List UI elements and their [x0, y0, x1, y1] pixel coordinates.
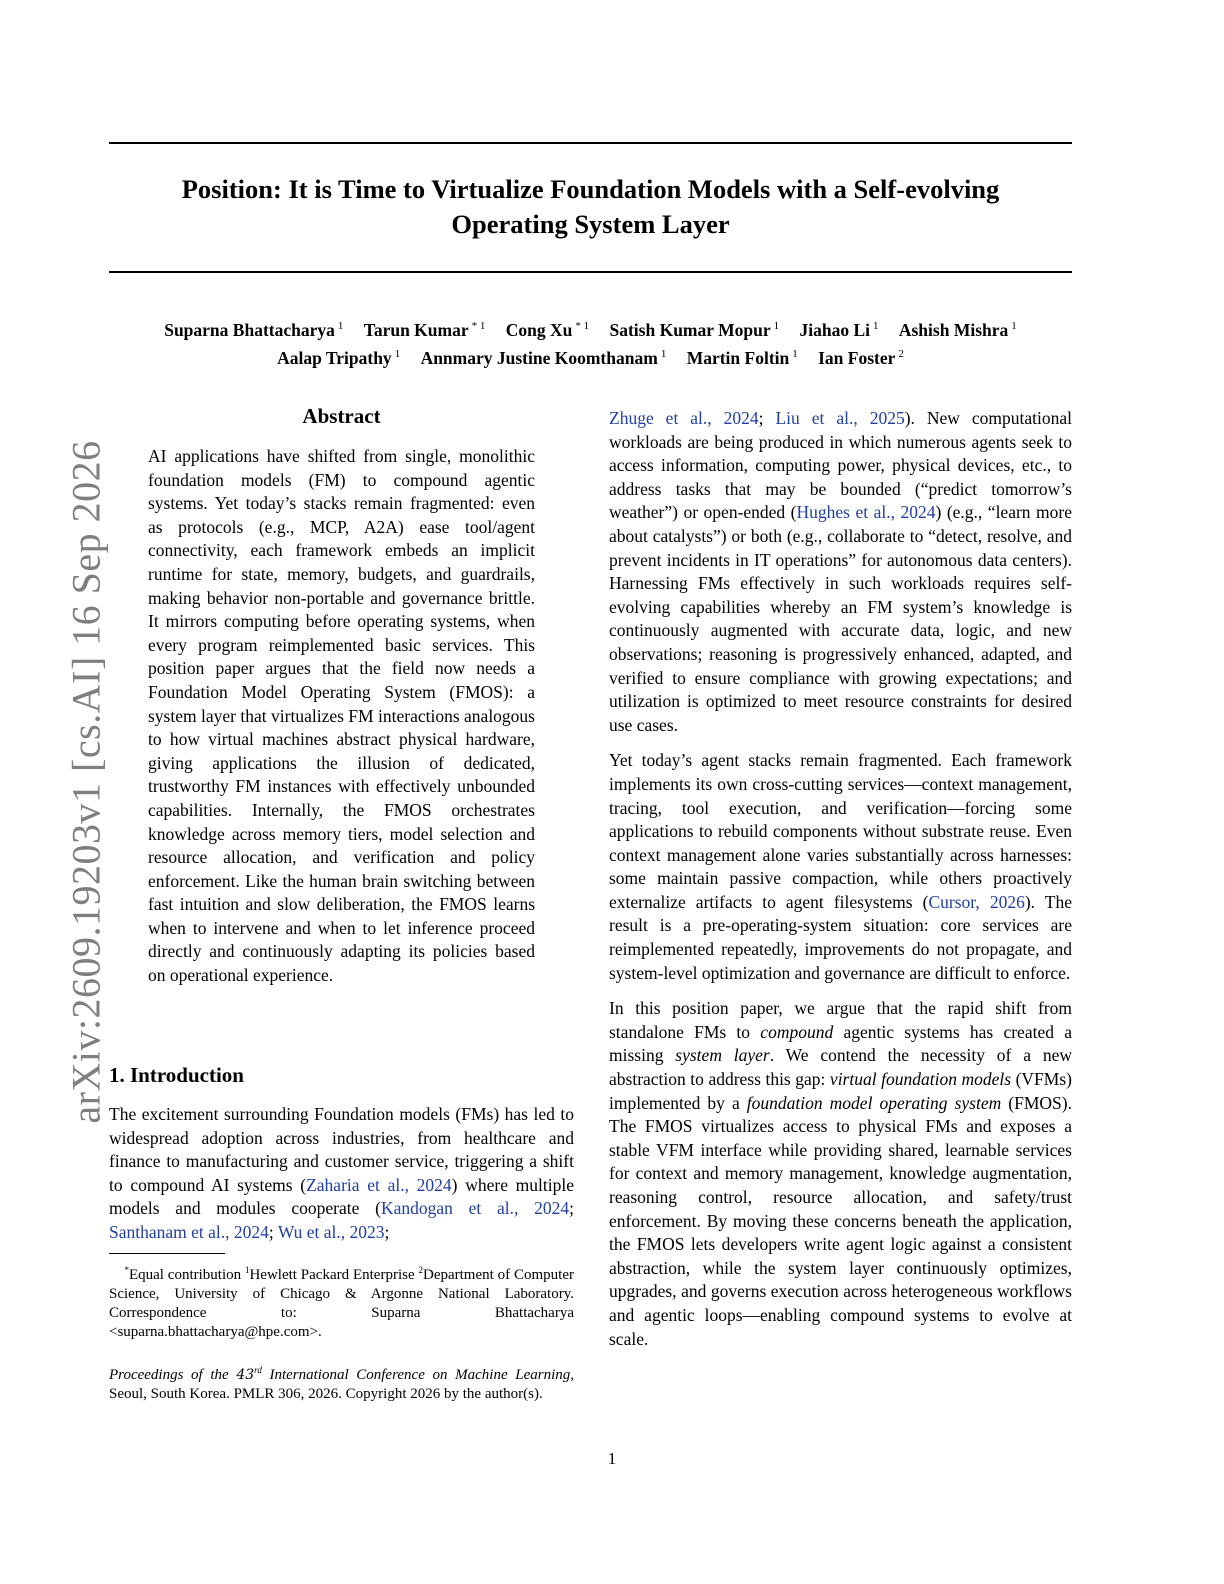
introduction-body	[109, 1103, 574, 1245]
author: Ian Foster $^2$	[818, 347, 904, 368]
citation-link[interactable]: Zaharia et al., 2024	[306, 1174, 452, 1195]
footnote: *Equal contribution $^1$Hewlett Packard Enterprise $^2$Department of Computer Science, University of Chicago & Argonne National Laboratory. Correspondence to: Suparna Bhattacharya <suparna.bhattacharya@hpe.com>.	[109, 1265, 574, 1340]
right-column	[609, 407, 1072, 1351]
author: Ashish Mishra $^1$	[898, 319, 1017, 340]
proceedings-note: Proceedings of the 43rd International Conference on Machine Learning, Seoul, South Korea. PMLR 306, 2026. Copyright 2026 by the author(s).	[109, 1365, 574, 1402]
abstract-text: AI applications have shifted from single, monolithic foundation models (FM) to compound agentic systems. Yet today’s stacks remain fragmented: even as protocols (e.g., MCP, A2A) ease tool/agent connectivity, each framework embeds an implicit runtime for state, memory, budgets, and guardrails, making behavior non-portable and governance brittle. It mirrors computing before operating systems, when every program reimplemented basic services. This position paper argues that the field now needs a Foundation Model Operating System (FMOS): a system layer that virtualizes FM interactions analogous to how virtual machines abstract physical hardware, giving applications the illusion of dedicated, trustworthy FM instances with effectively unbounded capabilities. Internally, the FMOS orchestrates knowledge across memory tiers, model selection and resource allocation, and verification and policy enforcement. Like the human brain switching between fast intuition and slow deliberation, the FMOS learns when to intervene and when to let inference proceed directly and continuously adapting its policies based on operational experience.	[148, 446, 535, 986]
citation-link[interactable]: Wu et al., 2023	[277, 1221, 385, 1242]
author-list	[109, 314, 1072, 370]
author: Annmary Justine Koomthanam $^1$	[420, 347, 667, 368]
abstract-heading: Abstract	[302, 404, 381, 428]
author: Aalap Tripathy $^1$	[277, 347, 401, 368]
abstract-body	[148, 445, 535, 988]
author: Tarun Kumar $^{* 1}$	[363, 319, 486, 340]
page-number: 1	[607, 1449, 617, 1468]
body-paragraph: Yet today’s agent stacks remain fragmented. Each framework implements its own cross-cutting services—context management, tracing, tool execution, and verification—forcing some applications to rebuild components without substrate reuse. Even context management alone varies substantially across harnesses: some maintain passive compaction, while others proactively externalize artifacts to agent filesystems (Cursor, 2026). The result is a pre-operating-system situation: core services are reimplemented repeatedly, improvements do not propagate, and system-level optimization and governance are difficult to enforce.	[609, 750, 1073, 983]
title-rule-top	[109, 142, 1072, 144]
footnote-rule	[109, 1253, 225, 1254]
arxiv-identifier-stamp: arXiv:2609.19203v1 [cs.AI] 16 Sep 2026	[63, 440, 109, 1124]
author: Cong Xu $^{* 1}$	[505, 319, 590, 340]
title-rule-bottom	[109, 271, 1072, 273]
citation-link[interactable]: Liu et al., 2025	[775, 408, 905, 428]
body-paragraph: In this position paper, we argue that the rapid shift from standalone FMs to compound agentic systems has created a missing system layer. We contend the necessity of a new abstraction to address this gap: virtual foundation models (VFMs) implemented by a foundation model operating system (FMOS). The FMOS virtualizes access to physical FMs and exposes a stable VFM interface while providing shared, learnable services for context and memory management, knowledge augmentation, reasoning control, resource allocation, and safety/trust enforcement. By moving these concerns beneath the application, the FMOS lets developers write agent logic against a consistent abstraction, while the system layer continuously optimizes, upgrades, and governs execution across heterogeneous workflows and agentic loops—enabling compound systems to evolve at scale.	[609, 998, 1072, 1349]
author: Martin Foltin $^1$	[686, 347, 798, 368]
citation-link[interactable]: Hughes et al., 2024	[796, 502, 936, 523]
citation-link[interactable]: Cursor, 2026	[928, 891, 1025, 912]
author: Jiahao Li $^1$	[799, 319, 879, 340]
title-line-2: Operating System Layer	[451, 209, 730, 239]
author: Satish Kumar Mopur $^1$	[609, 319, 780, 340]
title-line-1: Position: It is Time to Virtualize Foundation Models with a Self-evolving	[181, 174, 1000, 204]
introduction-heading: 1. Introduction	[109, 1063, 244, 1087]
citation-link[interactable]: Zhuge et al., 2024	[609, 408, 759, 428]
paper-title	[109, 172, 1072, 242]
citation-link[interactable]: Kandogan et al., 2024	[380, 1198, 570, 1219]
author: Suparna Bhattacharya $^1$	[164, 319, 344, 340]
body-paragraph: Zhuge et al., 2024; Liu et al., 2025). New computational workloads are being produced in which numerous agents seek to access information, computing power, physical devices, etc., to address tasks that may be bounded (“predict tomorrow’s weather”) or open-ended (Hughes et al., 2024) (e.g., “learn more about catalysts”) or both (e.g., collaborate to “detect, resolve, and prevent incidents in IT operations” for autonomous data centers). Harnessing FMs effectively in such workloads requires self-evolving capabilities whereby an FM system’s knowledge is continuously augmented with accurate data, logic, and new observations; reasoning is progressively enhanced, adapted, and verified to ensure compliance with growing expectations; and utilization is optimized to meet resource constraints for desired use cases.	[609, 408, 1073, 735]
introduction-paragraph: The excitement surrounding Foundation models (FMs) has led to widespread adoption across industries, from healthcare and finance to manufacturing and customer service, triggering a shift to compound AI systems (Zaharia et al., 2024) where multiple models and modules cooperate (Kandogan et al., 2024; Santhanam et al., 2024; Wu et al., 2023;	[109, 1104, 574, 1242]
citation-link[interactable]: Santhanam et al., 2024	[109, 1221, 269, 1242]
